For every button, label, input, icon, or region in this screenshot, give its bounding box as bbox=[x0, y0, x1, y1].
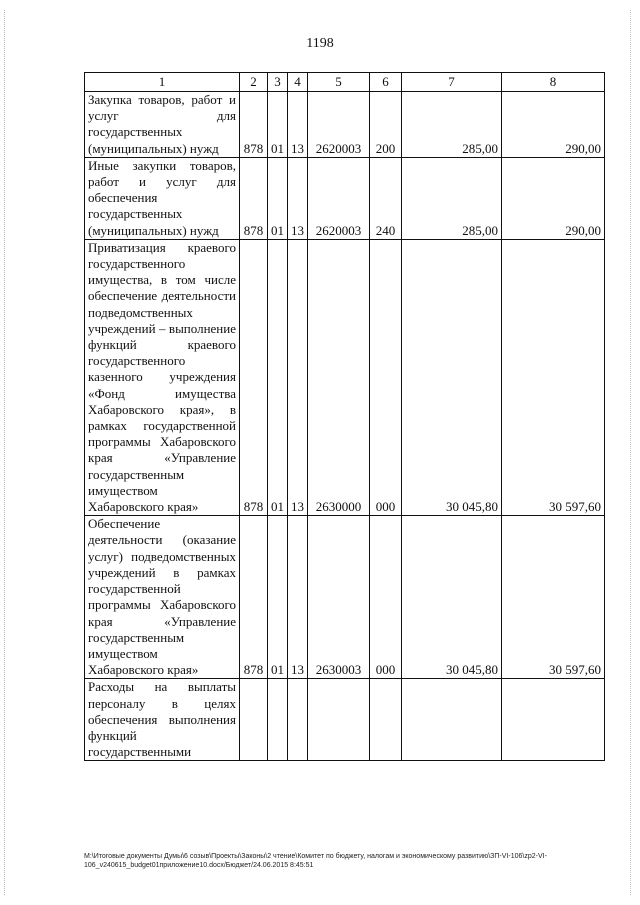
cell-amount-col7: 30 045,80 bbox=[402, 239, 502, 515]
header-row bbox=[85, 73, 605, 92]
cell-ministry-code: 878 bbox=[240, 157, 268, 239]
cell-amount-col7 bbox=[402, 679, 502, 761]
cell-target-article: 2620003 bbox=[308, 157, 370, 239]
cell-amount-col8: 290,00 bbox=[502, 157, 605, 239]
cell-subsection bbox=[288, 679, 308, 761]
cell-amount-col7: 285,00 bbox=[402, 157, 502, 239]
cell-section bbox=[268, 679, 288, 761]
table-row bbox=[85, 516, 605, 679]
table-row bbox=[85, 679, 605, 761]
cell-section: 01 bbox=[268, 239, 288, 515]
cell-amount-col8: 290,00 bbox=[502, 92, 605, 158]
cell-expense-type bbox=[370, 679, 402, 761]
cell-expense-type: 200 bbox=[370, 92, 402, 158]
page-number: 1198 bbox=[306, 36, 334, 51]
budget-table bbox=[84, 72, 605, 761]
cell-expense-type: 240 bbox=[370, 157, 402, 239]
cell-target-article: 2630003 bbox=[308, 516, 370, 679]
table-row bbox=[85, 92, 605, 158]
row-name: Расходы на выплаты персоналу в целях обеспечения выполнения функций государственными bbox=[85, 679, 240, 761]
row-name: Приватизация краевого государственного имущества, в том числе обеспечение деятельности подведомственных учреждений – выполнение функций краевого государственного казенного учреждения «Фонд имущества Хабаровского края», в рамках государственной программы Хабаровского края «Управление государственным имуществом Хабаровского края» bbox=[85, 239, 240, 515]
cell-expense-type: 000 bbox=[370, 239, 402, 515]
scan-edge-left bbox=[4, 10, 6, 895]
cell-amount-col7: 285,00 bbox=[402, 92, 502, 158]
header-cell: 2 bbox=[240, 73, 268, 92]
header-cell: 6 bbox=[370, 73, 402, 92]
row-name: Обеспечение деятельности (оказание услуг) подведомственных учреждений в рамках государственной программы Хабаровского края «Управление государственным имуществом Хабаровского края» bbox=[85, 516, 240, 679]
cell-subsection: 13 bbox=[288, 92, 308, 158]
cell-target-article: 2620003 bbox=[308, 92, 370, 158]
cell-subsection: 13 bbox=[288, 516, 308, 679]
cell-ministry-code bbox=[240, 679, 268, 761]
header-cell: 3 bbox=[268, 73, 288, 92]
table-row bbox=[85, 157, 605, 239]
document-path-footer: M:\Итоговые документы Думы\6 созыв\Проекты\Законы\2 чтение\Комитет по бюджету, налогам и экономическому развитию\ЗП-VI-106\zp2-VI-106_v240615_budget01приложение10.docx/Бюджет/24.06.2015 8:45:51 bbox=[84, 853, 547, 869]
cell-amount-col8: 30 597,60 bbox=[502, 516, 605, 679]
row-name: Иные закупки товаров, работ и услуг для обеспечения государственных (муниципальных) нужд bbox=[85, 157, 240, 239]
header-cell: 4 bbox=[288, 73, 308, 92]
cell-amount-col7: 30 045,80 bbox=[402, 516, 502, 679]
scan-edge-right bbox=[630, 10, 632, 895]
cell-section: 01 bbox=[268, 516, 288, 679]
cell-target-article bbox=[308, 679, 370, 761]
cell-subsection: 13 bbox=[288, 157, 308, 239]
cell-subsection: 13 bbox=[288, 239, 308, 515]
table-row bbox=[85, 239, 605, 515]
cell-section: 01 bbox=[268, 92, 288, 158]
cell-ministry-code: 878 bbox=[240, 92, 268, 158]
cell-ministry-code: 878 bbox=[240, 516, 268, 679]
header-cell: 7 bbox=[402, 73, 502, 92]
cell-ministry-code: 878 bbox=[240, 239, 268, 515]
cell-amount-col8: 30 597,60 bbox=[502, 239, 605, 515]
cell-target-article: 2630000 bbox=[308, 239, 370, 515]
cell-expense-type: 000 bbox=[370, 516, 402, 679]
cell-amount-col8 bbox=[502, 679, 605, 761]
row-name: Закупка товаров, работ и услуг для государственных (муниципальных) нужд bbox=[85, 92, 240, 158]
header-cell: 1 bbox=[85, 73, 240, 92]
header-cell: 8 bbox=[502, 73, 605, 92]
header-cell: 5 bbox=[308, 73, 370, 92]
cell-section: 01 bbox=[268, 157, 288, 239]
